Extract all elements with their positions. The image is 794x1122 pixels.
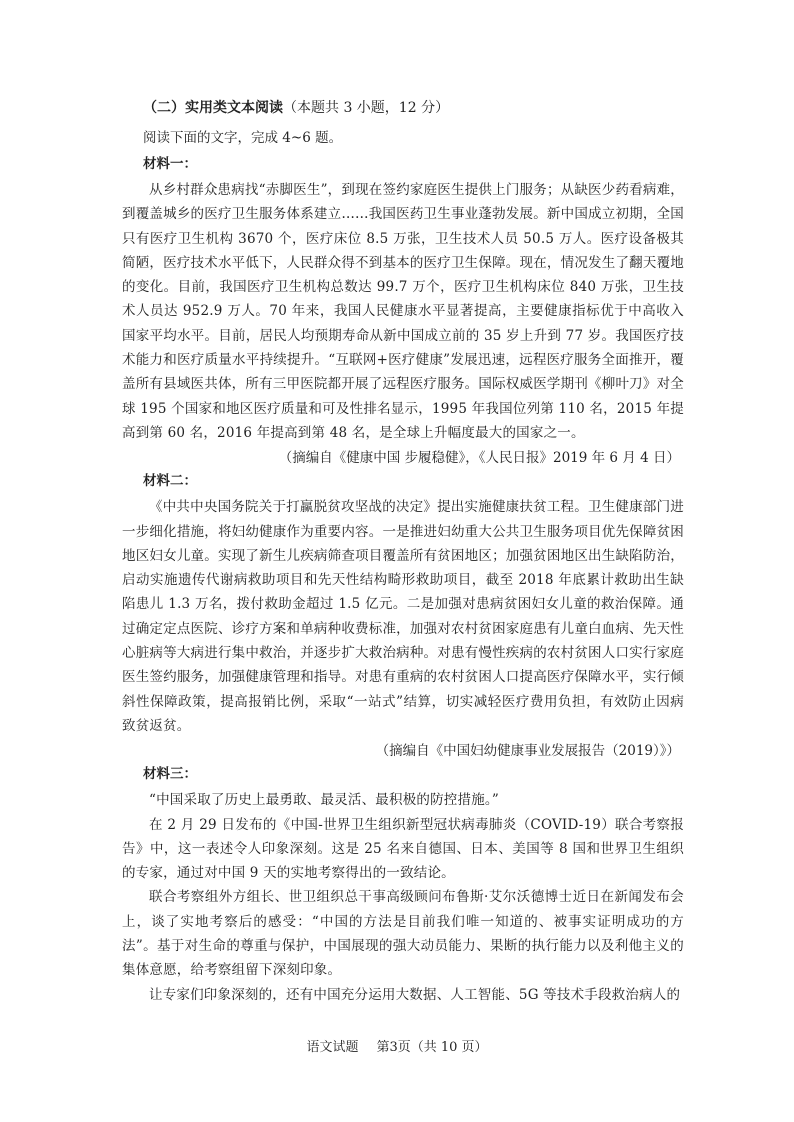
page-footer [0,1039,794,1057]
material-source: （摘编自《中国妇幼健康事业发展报告（2019）》） [375,743,680,760]
material-1 [122,154,684,469]
footer-page-number: 第3页（共 10 页） [376,1040,488,1055]
material-label: 材料三： [143,766,197,783]
section-meta: （本题共 3 小题，12 分） [283,100,450,116]
material-paragraph: “中国采取了历史上最勇敢、最灵活、最积极的防控措施。” [149,792,499,809]
material-paragraph: 联合考察组外方组长、世卫组织总干事高级顾问布鲁斯·艾尔沃德博士近日在新闻发布会上，谈了实地考察后的感受：“中国的方法是目前我们唯一知道的、被事实证明成功的方法”。基于对生命的尊重与保护，中国展现的强大动员能力、果断的执行能力以及利他主义的集体意愿，给考察组留下深刻印象。 [122,889,684,979]
material-label: 材料二： [143,473,197,490]
section-heading [143,98,684,118]
material-paragraph: 从乡村群众患病找“赤脚医生”，到现在签约家庭医生提供上门服务；从缺医少药看病难，到覆盖城乡的医疗卫生服务体系建立……我国医药卫生事业蓬勃发展。新中国成立初期，全国只有医疗卫生机构 3670 个，医疗床位 8.5 万张，卫生技术人员 50.5 万人。医疗设备极其简陋，医疗技术水平低下，人民群众得不到基本的医疗卫生保障。现在，情况发生了翻天覆地的变化。目前，我国医疗卫生机构总数达 99.7 万个，医疗卫生机构床位 840 万张，卫生技术人员达 952.9 万人。70 年来，我国人民健康水平显著提高，主要健康指标优于中高收入国家平均水平。目前，居民人均预期寿命从新中国成立前的 35 岁上升到 77 岁。我国医疗技术能力和医疗质量水平持续提升。“互联网+医疗健康”发展迅速，远程医疗服务全面推开，覆盖所有县域医共体，所有三甲医院都开展了远程医疗服务。国际权威医学期刊《柳叶刀》对全球 195 个国家和地区医疗质量和可及性排名显示，1995 年我国位列第 110 名，2015 年提高到第 60 名，2016 年提高到第 48 名，是全球上升幅度最大的国家之一。 [122,182,684,441]
page-content [122,98,684,1007]
material-2 [122,471,684,762]
material-paragraph: 让专家们印象深刻的，还有中国充分运用大数据、人工智能、5G 等技术手段救治病人的 [149,986,681,1003]
material-label: 材料一： [143,156,197,172]
material-paragraph: 《中共中央国务院关于打赢脱贫攻坚战的决定》提出实施健康扶贫工程。卫生健康部门进一步细化措施，将妇幼健康作为重要内容。一是推进妇幼重大公共卫生服务项目优先保障贫困地区妇女儿童。实现了新生儿疾病筛查项目覆盖所有贫困地区；加强贫困地区出生缺陷防治，启动实施遗传代谢病救助项目和先天性结构畸形救助项目，截至 2018 年底累计救助出生缺陷患儿 1.3 万名，拨付救助金超过 1.5 亿元。二是加强对患病贫困妇女儿童的救治保障。通过确定定点医院、诊疗方案和单病种收费标准，加强对农村贫困家庭患有儿童白血病、先天性心脏病等大病进行集中救治，并逐步扩大救治病种。对患有慢性疾病的农村贫困人口实行家庭医生签约服务，加强健康管理和指导。对患有重病的农村贫困人口提高医疗保障水平，实行倾斜性保障政策，提高报销比例，采取“一站式”结算，切实减轻医疗费用负担，有效防止因病致贫返贫。 [122,499,684,734]
material-3 [122,764,684,1007]
instruction: 阅读下面的文字，完成 4~6 题。 [143,130,343,146]
section-title: （二）实用类文本阅读 [143,100,283,116]
material-source: （摘编自《健康中国 步履稳健》，《人民日报》2019 年 6 月 4 日） [278,450,680,467]
footer-subject: 语文试题 [306,1040,359,1055]
material-paragraph: 在 2 月 29 日发布的《中国-世界卫生组织新型冠状病毒肺炎（COVID-19）联合考察报告》中，这一表述令人印象深刻。这是 25 名来自德国、日本、美国等 8 国和世界卫生组织的专家，通过对中国 9 天的实地考察得出的一致结论。 [122,816,684,882]
